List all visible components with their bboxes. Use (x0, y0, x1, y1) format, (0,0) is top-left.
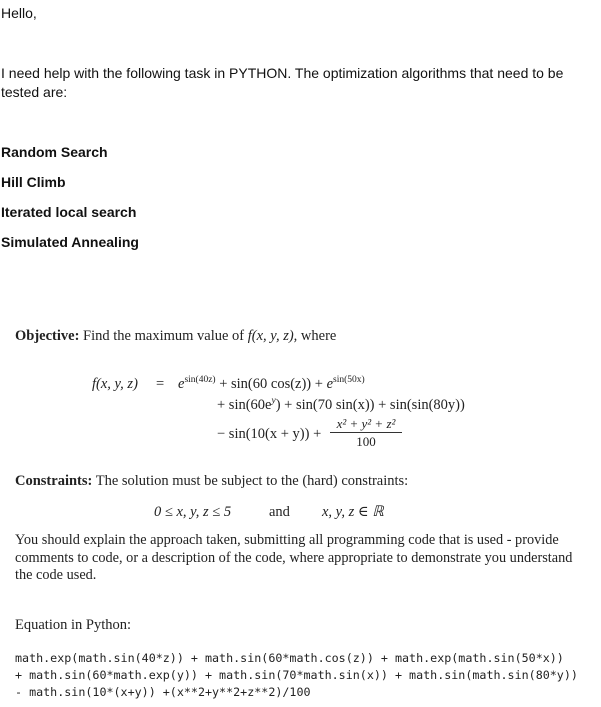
objective-func: f(x, y, z), (247, 328, 298, 344)
constraint-domain: x, y, z ∈ ℝ (322, 504, 384, 520)
python-code-block (15, 650, 578, 701)
fraction-bar (330, 432, 402, 433)
equation-line-2: + $\sin(60e^y) + \sin(70$ sin(x)) + sin(sin(80y)) (217, 396, 465, 413)
code-line: math.exp(math.sin(40*z)) + math.sin(60*math.cos(z)) + math.exp(math.sin(50*x)) (15, 651, 564, 665)
fraction-numerator: x² + y² + z² (336, 416, 396, 431)
constraints-text: The solution must be subject to the (hard) constraints: (95, 473, 409, 489)
greeting-text: Hello, (1, 5, 37, 21)
objective-text: Find the maximum value of (83, 328, 245, 344)
equation-equals: = (156, 376, 165, 392)
algorithm-item: Iterated local search (1, 204, 137, 220)
code-line: + math.sin(60*math.exp(y)) + math.sin(70*math.sin(x)) + math.sin(math.sin(80*y)) (15, 668, 578, 682)
code-line: - math.sin(10*(x+y)) +(x**2+y**2+z**2)/100 (15, 685, 311, 699)
fraction-denominator: 100 (356, 434, 376, 449)
objective-label: Objective: (15, 328, 80, 344)
algorithm-item: Hill Climb (1, 174, 66, 190)
request-text: I need help with the following task in PYTHON. The optimization algorithms that need to be tested are: (1, 65, 564, 100)
constraints-label: Constraints: (15, 473, 93, 489)
equation-line-3: − sin(10(x + y)) + (217, 426, 322, 442)
algorithm-item: Random Search (1, 144, 108, 160)
objective-line (15, 328, 336, 345)
python-heading: Equation in Python: (15, 617, 131, 633)
constraint-range: 0 ≤ x, y, z ≤ 5 (154, 504, 232, 520)
equation-lhs: f(x, y, z) (92, 376, 138, 392)
objective-where: where (300, 328, 337, 344)
constraints-line (15, 473, 408, 490)
equation-fraction (330, 416, 402, 449)
constraint-and: and (269, 504, 290, 520)
equation-line-1: $e^{sin(40z)} + \sin(60$ $\cos(z)) + e^{sin(50x)}$ (178, 375, 365, 392)
explanation-text: You should explain the approach taken, submitting all programming code that is used - provide comments to code, or a description of the code, where appropriate to demonstrate you understand the code used. (15, 532, 573, 583)
algorithm-item: Simulated Annealing (1, 234, 139, 250)
